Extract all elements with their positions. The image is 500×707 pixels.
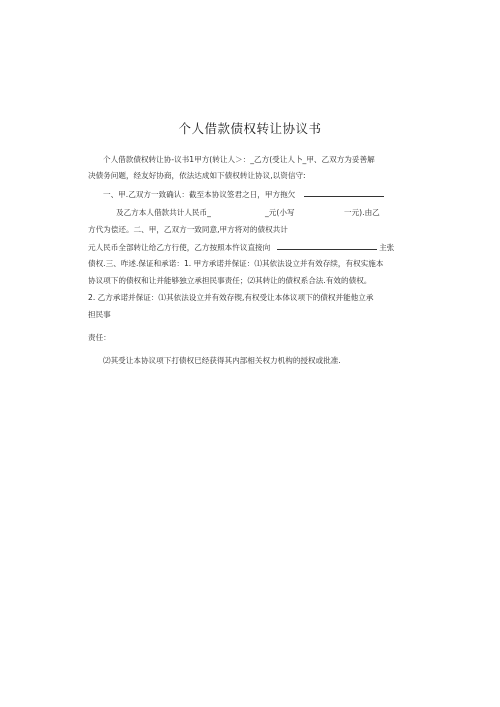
paragraph-line-2: 决债务问题，经友好协商，依法达成如下债权转让协议,以资信守: <box>88 171 306 180</box>
blank-underline <box>304 188 384 197</box>
paragraph-line-8: 协议项下的债权和让并能够独立承担民事责任；⑵其转让的债权系合法.有效的债权。 <box>88 276 372 285</box>
paragraph-line-3 <box>103 188 384 200</box>
document-title: 个人借款债权转让协议书 <box>178 121 322 136</box>
paragraph-line-7: 债权.三、咋述.保证和承诺：1. 甲方承诺并保证：⑴其依法设立并有效存续，有权实施本 <box>88 259 384 268</box>
paragraph-line-11: 责任： <box>88 333 111 342</box>
paragraph-line-1: 个人借款债权转让协-议书1甲方(转让人＞：_乙方(受让人卜_甲、乙双方为妥善解 <box>103 155 375 164</box>
paragraph-line-6 <box>88 241 394 253</box>
paragraph-line-4a: 及乙方本人借款共计人民币_ <box>116 208 211 217</box>
paragraph-line-10: 担民事 <box>88 310 111 319</box>
paragraph-line-4c: 一元).由乙 <box>344 208 380 217</box>
paragraph-line-4b: _元(小写 <box>265 208 295 217</box>
paragraph-line-12: ⑵其受让本协议项下打债权巳经获得其内部相关权力机构的授权或批准. <box>103 356 341 365</box>
clause-1-text: 一、甲.乙双方一致确认：截至本协议签君之日，甲方拖欠 <box>103 190 296 199</box>
paragraph-line-9: 2. 乙方承诺并保证：⑴其依法设立并有效存锲,有权受让本体议项下的债权并能他立承 <box>88 293 374 302</box>
paragraph-line-5: 方代为偿还。二、甲，乙双方一致同意,甲方将对的债权共计 <box>88 225 288 234</box>
clause-2-text: 元人民币全部转让给乙方行使，乙方按照本忤议直接向 <box>88 243 271 252</box>
blank-underline <box>277 241 377 250</box>
clause-2-tail: 主张 <box>379 243 395 252</box>
